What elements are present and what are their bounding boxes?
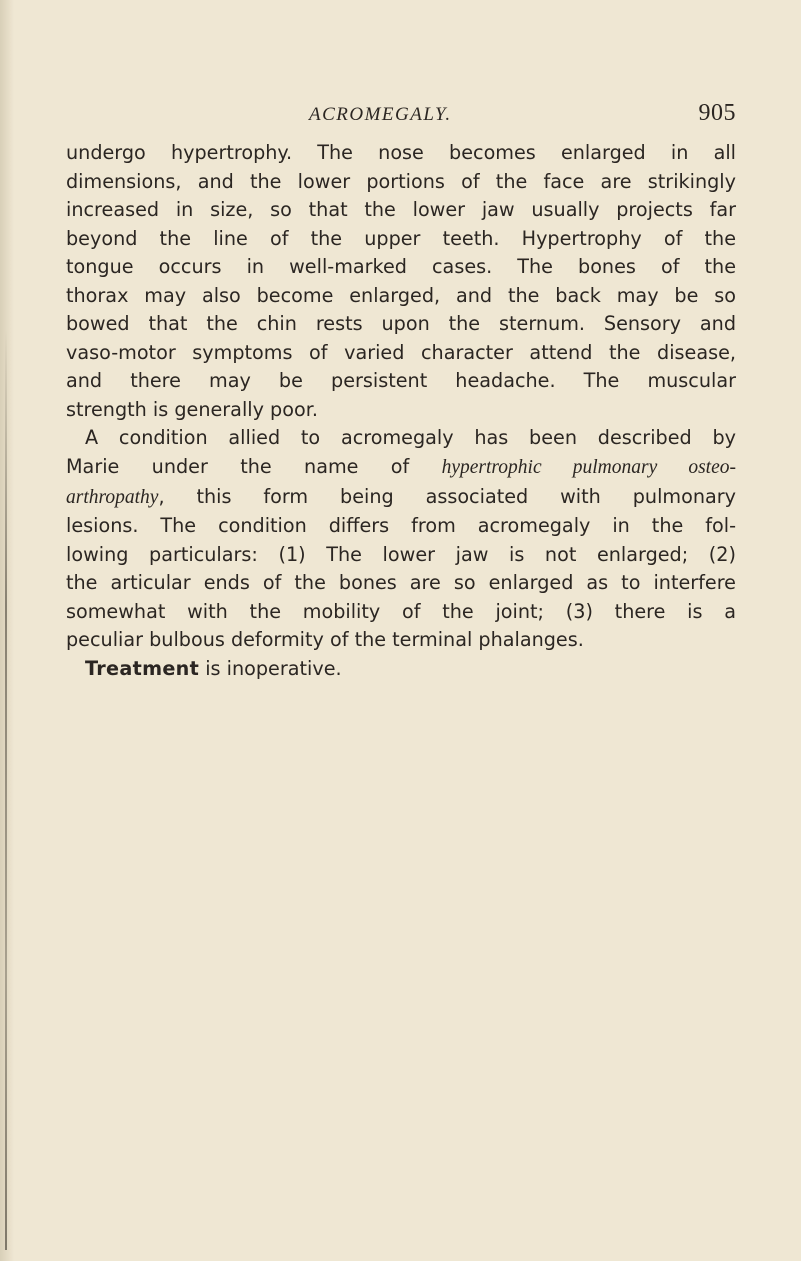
text-span: , this form being associated with pulmonary	[158, 484, 736, 508]
running-head	[66, 100, 736, 134]
text-line: bowed that the chin rests upon the sternum. Sensory and	[66, 312, 736, 336]
italic-term: hypertrophic pulmonary osteo-	[441, 457, 736, 479]
text-line: strength is generally poor.	[66, 397, 318, 421]
text-span: Marie under the name of	[66, 455, 442, 479]
text-line	[66, 655, 736, 684]
text-line: somewhat with the mobility of the joint; (3) there is a	[66, 599, 736, 623]
body-text	[66, 139, 736, 683]
text-line	[66, 453, 736, 483]
text-line: tongue occurs in well-marked cases. The bones of the	[66, 255, 736, 279]
text-line: beyond the line of the upper teeth. Hypertrophy of the	[66, 226, 736, 250]
text-span: is inoperative.	[199, 656, 342, 680]
text-line: lesions. The condition differs from acromegaly in the fol-	[66, 514, 736, 538]
text-line: thorax may also become enlarged, and the back may be so	[66, 283, 736, 307]
text-line: lowing particulars: (1) The lower jaw is not enlarged; (2)	[66, 542, 736, 566]
binding-edge-line	[5, 330, 7, 1250]
text-line: undergo hypertrophy. The nose becomes enlarged in all	[66, 141, 736, 164]
text-line: increased in size, so that the lower jaw usually projects far	[66, 198, 736, 222]
running-title: ACROMEGALY.	[309, 104, 452, 125]
text-line: A condition allied to acromegaly has been described by	[85, 426, 736, 450]
text-line: and there may be persistent headache. The muscular	[66, 369, 736, 393]
italic-term: arthropathy	[66, 486, 159, 508]
page-edge	[0, 0, 14, 1261]
text-line	[66, 483, 736, 513]
page-number: 905	[698, 100, 736, 126]
text-line: the articular ends of the bones are so enlarged as to interfere	[66, 571, 736, 595]
text-line: vaso-motor symptoms of varied character attend the disease,	[66, 340, 736, 364]
text-line: dimensions, and the lower portions of the face are strikingly	[66, 169, 736, 193]
section-heading: Treatment	[85, 656, 200, 680]
text-line: peculiar bulbous deformity of the terminal phalanges.	[66, 628, 584, 652]
